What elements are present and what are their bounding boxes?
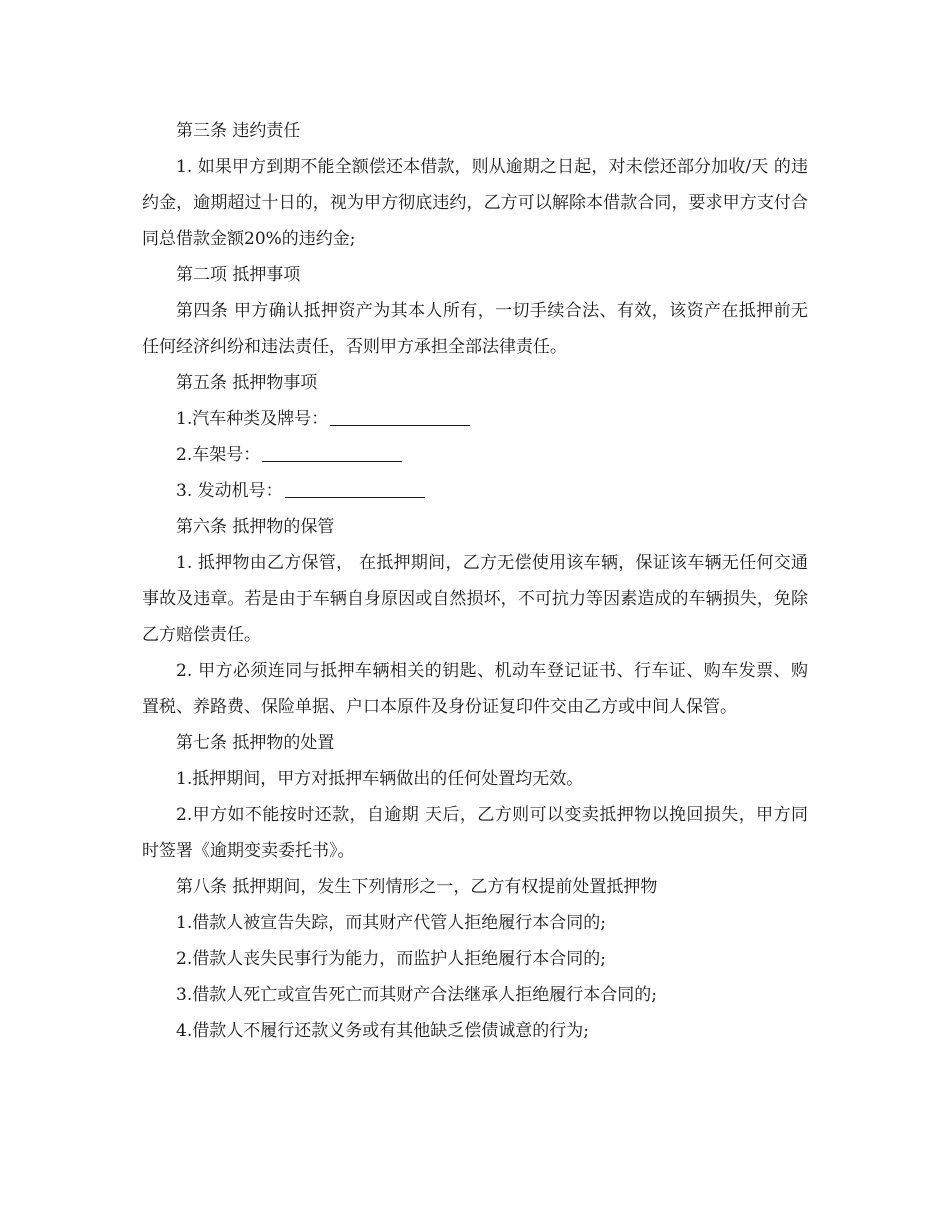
article-8-item-3: 3.借款人死亡或宣告死亡而其财产合法继承人拒绝履行本合同的;: [176, 985, 657, 1005]
vehicle-type-plate-blank: [330, 407, 470, 426]
article-4: 第四条 甲方确认抵押资产为其本人所有，一切手续合法、有效，该资产在抵押前无任何经济纠纷和违法责任，否则甲方承担全部法律责任。: [142, 301, 808, 357]
document-body: [142, 113, 808, 1049]
article-7-item-2: 2.甲方如不能按时还款，自逾期 天后，乙方则可以变卖抵押物以挽回损失，甲方同时签署《逾期变卖委托书》。: [142, 805, 808, 861]
article-6-item-1: 1. 抵押物由乙方保管， 在抵押期间，乙方无偿使用该车辆，保证该车辆无任何交通事故及违章。若是由于车辆自身原因或自然损坏，不可抗力等因素造成的车辆损失，免除乙方赔偿责任。: [142, 553, 808, 645]
article-5-item-2: 2.车架号：: [176, 445, 261, 465]
article-3-heading: 第三条 违约责任: [176, 121, 301, 141]
article-5-item-3: 3. 发动机号：: [176, 481, 283, 501]
article-8-item-4: 4.借款人不履行还款义务或有其他缺乏偿债诚意的行为;: [176, 1021, 589, 1041]
article-5-item-1-row: [142, 401, 808, 437]
frame-number-blank: [262, 443, 402, 462]
article-3-item-1: 1. 如果甲方到期不能全额偿还本借款，则从逾期之日起，对未偿还部分加收/天 的违约金，逾期超过十日的，视为甲方彻底违约，乙方可以解除本借款合同，要求甲方支付合同总借款金额20%的违约金;: [142, 157, 808, 249]
article-8-heading: 第八条 抵押期间，发生下列情形之一，乙方有权提前处置抵押物: [176, 877, 658, 897]
article-8-item-1: 1.借款人被宣告失踪，而其财产代管人拒绝履行本合同的;: [176, 913, 606, 933]
article-5-heading: 第五条 抵押物事项: [176, 373, 318, 393]
article-5-item-3-row: [142, 473, 808, 509]
article-5-item-1: 1.汽车种类及牌号：: [176, 409, 329, 429]
article-7-heading: 第七条 抵押物的处置: [176, 733, 335, 753]
article-8-item-2: 2.借款人丧失民事行为能力，而监护人拒绝履行本合同的;: [176, 949, 606, 969]
article-6-heading: 第六条 抵押物的保管: [176, 517, 335, 537]
article-6-item-2: 2. 甲方必须连同与抵押车辆相关的钥匙、机动车登记证书、行车证、购车发票、购置税、养路费、保险单据、户口本原件及身份证复印件交由乙方或中间人保管。: [142, 661, 808, 717]
engine-number-blank: [285, 479, 425, 498]
article-7-item-1: 1.抵押期间，甲方对抵押车辆做出的任何处置均无效。: [176, 769, 584, 789]
article-5-item-2-row: [142, 437, 808, 473]
section-2-heading: 第二项 抵押事项: [176, 265, 301, 285]
